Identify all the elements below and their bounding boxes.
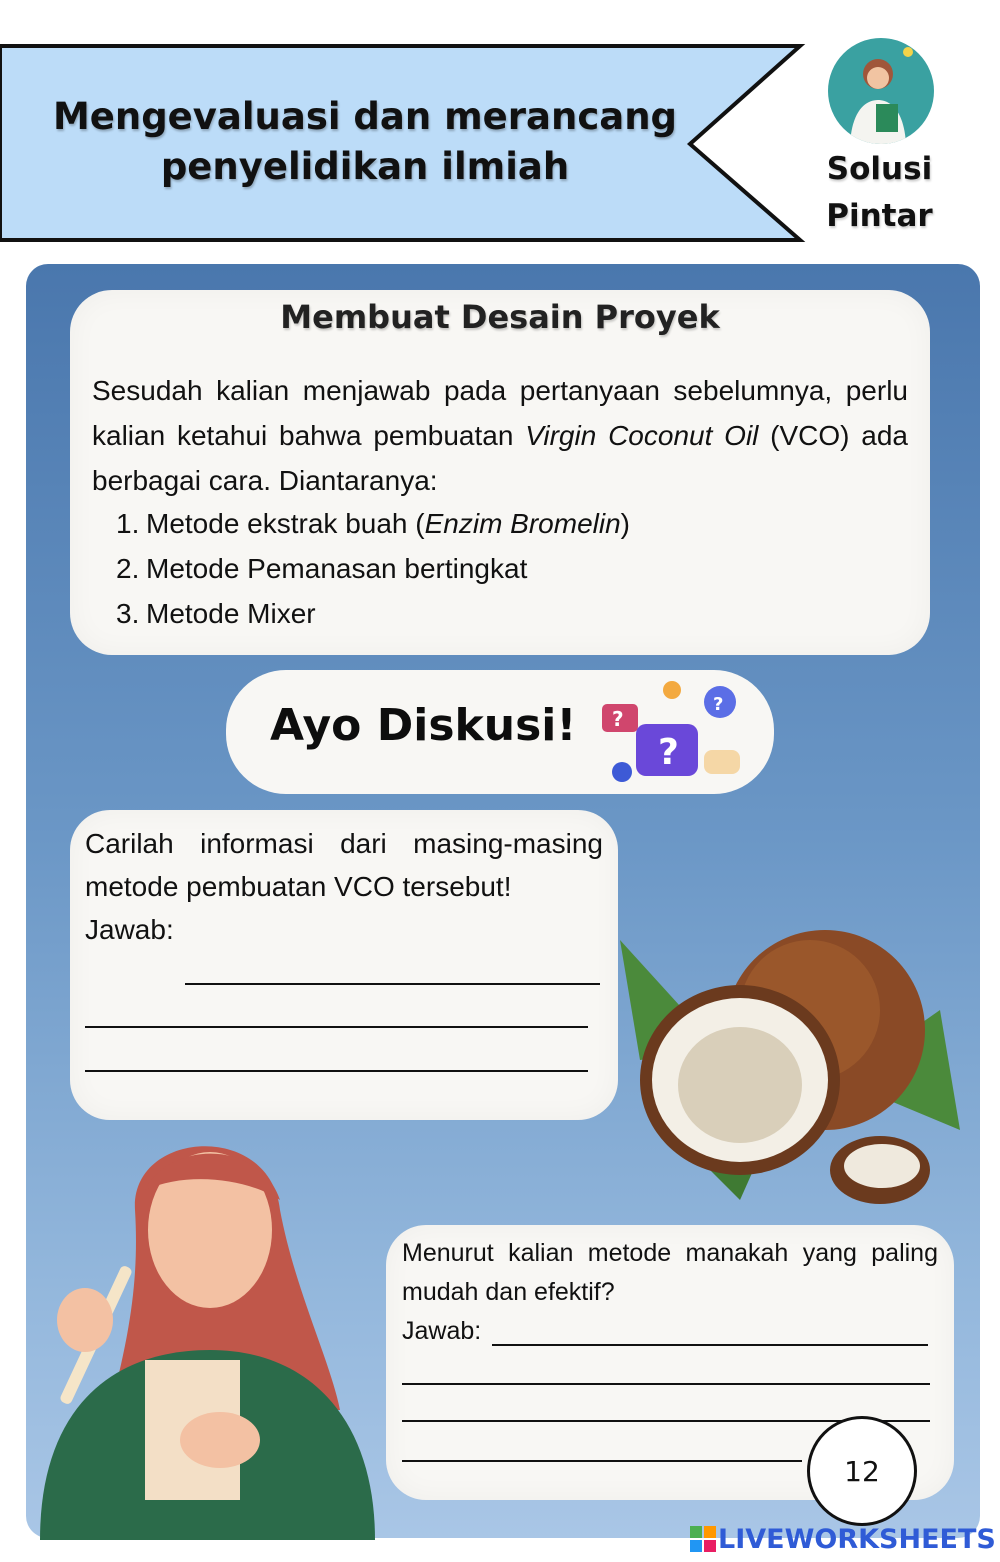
- footer-brand-text: LIVEWORKSHEETS: [718, 1523, 996, 1555]
- question-2: [402, 1234, 938, 1351]
- title-line-1: Mengevaluasi dan merancang: [52, 95, 678, 138]
- list-item: [116, 501, 630, 546]
- page-number: 12: [807, 1416, 917, 1526]
- list-item: [116, 546, 630, 591]
- footer-brand[interactable]: [690, 1522, 996, 1556]
- question-1: [85, 822, 603, 951]
- intro-text: Sesudah kalian menjawab pada pertanyaan sebelumnya, perlu kalian ketahui bahwa pembuatan: [92, 375, 908, 451]
- svg-text:?: ?: [658, 732, 679, 773]
- brand-line-2: Pintar: [826, 198, 933, 234]
- question-chat-icon: [596, 676, 746, 791]
- section-title: Membuat Desain Proyek: [280, 298, 720, 336]
- answer-line[interactable]: [85, 1070, 588, 1072]
- answer-line[interactable]: [492, 1344, 928, 1346]
- brand-line-1: Solusi: [826, 151, 933, 187]
- method-list: [116, 501, 630, 636]
- question-1-text: Carilah informasi dari masing-masing metode pembuatan VCO tersebut!: [85, 828, 603, 902]
- intro-italic: Virgin Coconut Oil: [525, 420, 759, 451]
- answer-label-2: Jawab:: [402, 1317, 482, 1345]
- discussion-title: Ayo Diskusi!: [270, 700, 577, 751]
- intro-paragraph: [92, 368, 908, 503]
- list-item-text: [146, 501, 630, 546]
- list-item-text: Metode Mixer: [146, 598, 316, 629]
- brand-name: [812, 146, 947, 240]
- list-number: 1.: [116, 508, 140, 539]
- intro-text-end: (VCO) ada berbagai cara. Diantaranya:: [92, 420, 909, 496]
- answer-line[interactable]: [85, 1026, 588, 1028]
- teacher-avatar-icon: [828, 38, 934, 144]
- coconut-illustration: [580, 900, 970, 1235]
- question-2-text: Menurut kalian metode manakah yang paling mudah dan efektif?: [402, 1239, 938, 1306]
- thinking-girl-illustration: [30, 1120, 390, 1545]
- list-item-text: Metode Pemanasan bertingkat: [146, 553, 528, 584]
- svg-text:?: ?: [713, 694, 724, 715]
- list-number: 3.: [116, 598, 140, 629]
- answer-line[interactable]: [402, 1460, 802, 1462]
- list-number: 2.: [116, 553, 140, 584]
- list-item: [116, 591, 630, 636]
- page-title: [30, 92, 700, 192]
- answer-line[interactable]: [185, 983, 600, 985]
- answer-line[interactable]: [402, 1383, 930, 1385]
- answer-label-1: Jawab:: [85, 914, 174, 945]
- method-text-end: ): [620, 508, 630, 539]
- method-italic: Enzim Bromelin: [424, 508, 621, 539]
- method-text: Metode ekstrak buah (: [146, 508, 425, 539]
- title-line-2: penyelidikan ilmiah: [160, 145, 570, 188]
- liveworksheets-logo-icon: [690, 1526, 716, 1552]
- svg-text:?: ?: [612, 707, 624, 731]
